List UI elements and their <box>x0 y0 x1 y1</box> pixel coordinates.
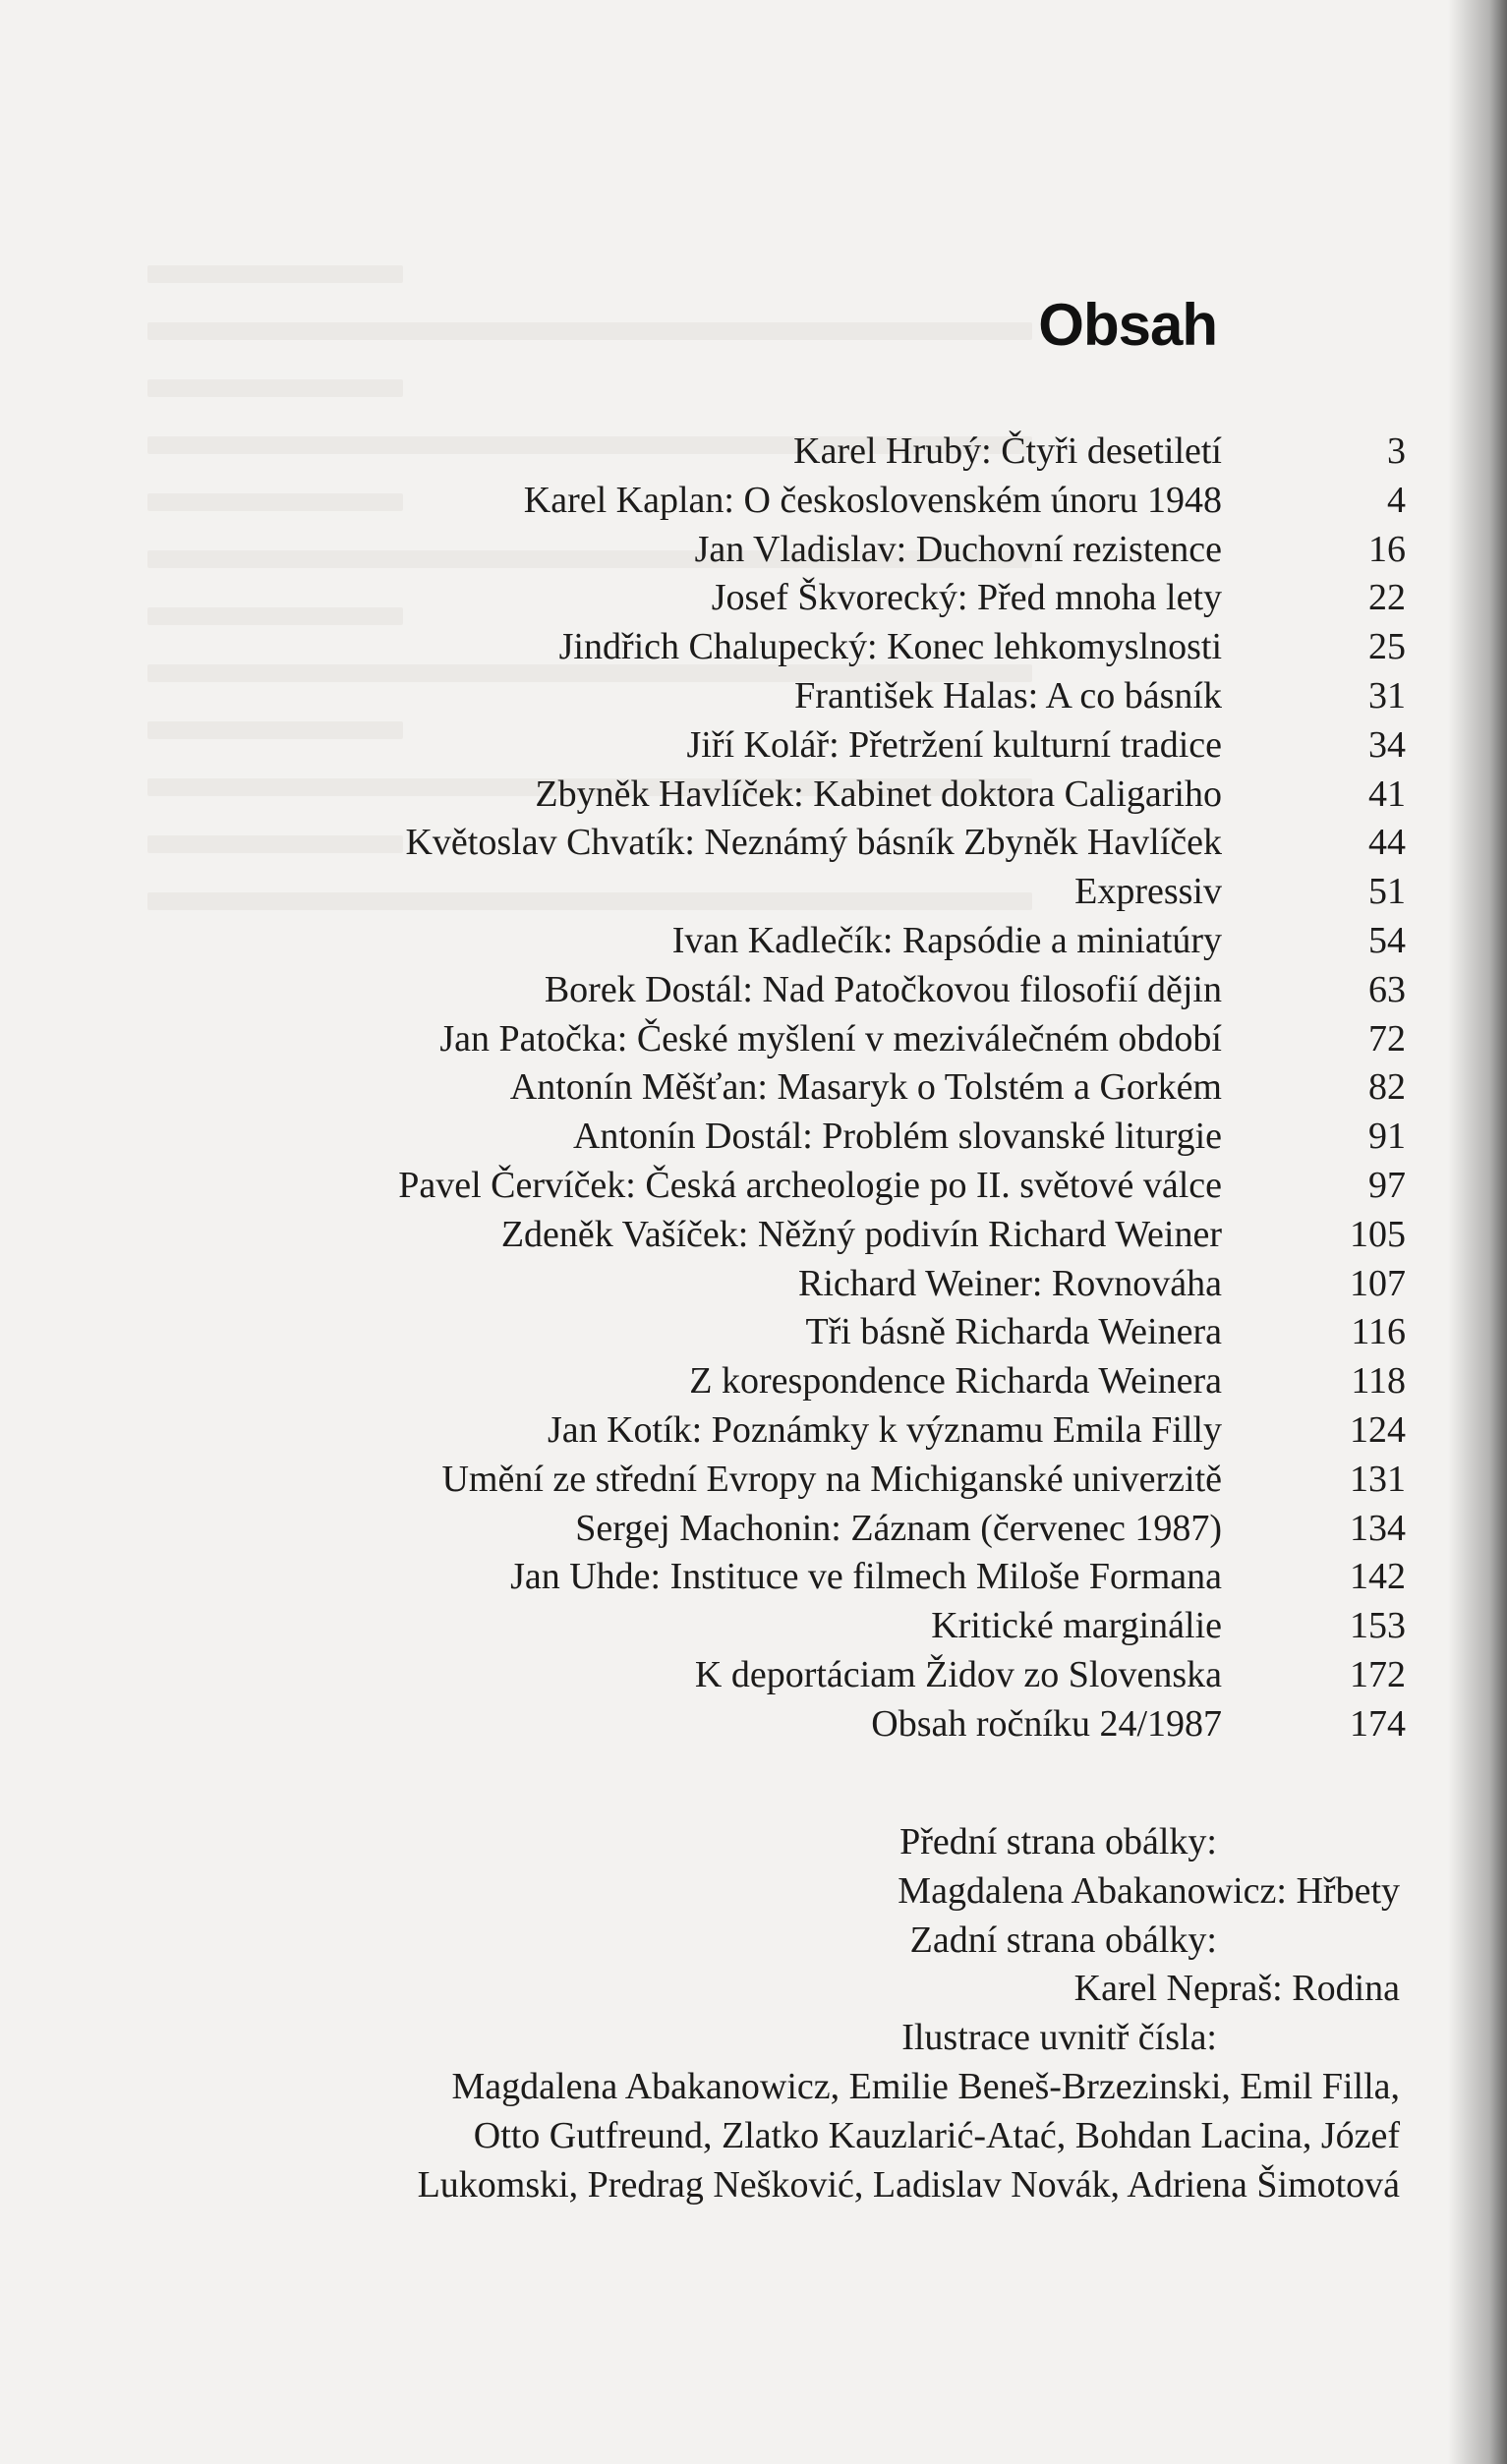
toc-entry[interactable] <box>0 526 1406 575</box>
toc-entry-page: 72 <box>1368 1017 1406 1060</box>
toc-entry-title: Richard Weiner: Rovnováha <box>797 1262 1222 1304</box>
toc-entry-page: 172 <box>1350 1653 1406 1695</box>
toc-entry[interactable] <box>0 1602 1406 1651</box>
illustrations-line: Otto Gutfreund, Zlatko Kauzlarić-Atać, Bohdan Lacina, Józef <box>473 2114 1400 2156</box>
toc-entry-title: Obsah ročníku 24/1987 <box>871 1702 1222 1745</box>
toc-entry-page: 54 <box>1368 919 1406 961</box>
toc-entry-page: 22 <box>1368 577 1406 619</box>
toc-entry-title: Jiří Kolář: Přetržení kulturní tradice <box>686 723 1222 766</box>
toc-entry-page: 51 <box>1368 871 1406 913</box>
toc-entry[interactable] <box>0 623 1406 672</box>
toc-entry-title: Antonín Dostál: Problém slovanské liturgie <box>572 1116 1222 1158</box>
toc-entry-title: Antonín Měšťan: Masaryk o Tolstém a Gorkém <box>509 1066 1222 1109</box>
toc-entry[interactable] <box>0 1553 1406 1602</box>
toc-entry-page: 153 <box>1350 1605 1406 1647</box>
toc-entry-title: Pavel Červíček: Česká archeologie po II. světové válce <box>398 1164 1222 1206</box>
toc-entry-title: Zbyněk Havlíček: Kabinet doktora Caligariho <box>535 773 1222 815</box>
toc-entry[interactable] <box>0 1211 1406 1260</box>
toc-entry[interactable] <box>0 1113 1406 1162</box>
toc-entry[interactable] <box>0 428 1406 477</box>
toc-entry[interactable] <box>0 1651 1406 1700</box>
front-cover-credit: Magdalena Abakanowicz: Hřbety <box>898 1869 1400 1912</box>
toc-entry-title: Zdeněk Vašíček: Něžný podivín Richard Weiner <box>500 1213 1222 1255</box>
toc-entry-title: Z korespondence Richarda Weinera <box>689 1360 1222 1403</box>
toc-entry-page: 142 <box>1350 1556 1406 1598</box>
toc-entry-title: Borek Dostál: Nad Patočkovou filosofií dějin <box>544 968 1222 1010</box>
toc-entry-page: 107 <box>1350 1262 1406 1304</box>
toc-entry-title: Jan Vladislav: Duchovní rezistence <box>694 528 1222 570</box>
toc-entry-page: 4 <box>1387 479 1406 521</box>
back-cover-credit: Karel Nepraš: Rodina <box>1073 1968 1400 2010</box>
table-of-contents <box>0 428 1406 1749</box>
toc-entry-title: Karel Hrubý: Čtyři desetiletí <box>793 430 1222 472</box>
toc-entry-title: František Halas: A co básník <box>794 674 1222 716</box>
illustrations-heading: Ilustrace uvnitř čísla: <box>901 2017 1217 2059</box>
toc-entry-title: K deportáciam Židov zo Slovenska <box>694 1653 1222 1695</box>
front-cover-heading: Přední strana obálky: <box>899 1821 1217 1862</box>
toc-entry-title: Jan Patočka: České myšlení v meziválečném období <box>439 1017 1222 1060</box>
toc-entry-page: 63 <box>1368 968 1406 1010</box>
page-edge-shadow <box>1448 0 1507 2464</box>
toc-entry-page: 134 <box>1350 1507 1406 1549</box>
toc-entry-page: 124 <box>1350 1408 1406 1451</box>
toc-entry-page: 91 <box>1368 1116 1406 1158</box>
toc-entry[interactable] <box>0 1456 1406 1505</box>
toc-entry[interactable] <box>0 1357 1406 1406</box>
toc-entry-page: 31 <box>1368 674 1406 716</box>
toc-entry-page: 41 <box>1368 773 1406 815</box>
toc-entry-page: 82 <box>1368 1066 1406 1109</box>
toc-entry-page: 25 <box>1368 626 1406 668</box>
toc-entry[interactable] <box>0 771 1406 820</box>
toc-entry-title: Jan Kotík: Poznámky k významu Emila Filly <box>547 1408 1222 1451</box>
toc-entry-title: Josef Škvorecký: Před mnoha lety <box>711 577 1222 619</box>
toc-entry-page: 174 <box>1350 1702 1406 1745</box>
toc-entry-page: 131 <box>1350 1458 1406 1500</box>
toc-entry[interactable] <box>0 574 1406 623</box>
toc-entry-page: 118 <box>1351 1360 1406 1403</box>
toc-entry-page: 16 <box>1368 528 1406 570</box>
toc-entry-title: Květoslav Chvatík: Neznámý básník Zbyněk Havlíček <box>405 822 1222 864</box>
toc-entry-page: 105 <box>1350 1213 1406 1255</box>
toc-entry-title: Expressiv <box>1074 871 1222 913</box>
toc-entry-page: 3 <box>1387 430 1406 472</box>
toc-entry[interactable] <box>0 1308 1406 1357</box>
toc-entry-title: Karel Kaplan: O československém únoru 1948 <box>523 479 1222 521</box>
toc-entry[interactable] <box>0 1015 1406 1064</box>
back-cover-heading: Zadní strana obálky: <box>909 1919 1217 1961</box>
toc-entry-title: Tři básně Richarda Weinera <box>805 1311 1222 1353</box>
toc-entry[interactable] <box>0 1260 1406 1309</box>
toc-entry[interactable] <box>0 868 1406 917</box>
toc-entry-page: 116 <box>1351 1311 1406 1353</box>
toc-entry[interactable] <box>0 819 1406 868</box>
toc-entry-title: Kritické marginálie <box>931 1605 1222 1647</box>
illustrations-line: Lukomski, Predrag Nešković, Ladislav Novák, Adriena Šimotová <box>417 2163 1400 2206</box>
toc-entry[interactable] <box>0 1700 1406 1749</box>
toc-entry-title: Umění ze střední Evropy na Michiganské univerzitě <box>441 1458 1222 1500</box>
toc-entry[interactable] <box>0 917 1406 966</box>
toc-entry[interactable] <box>0 477 1406 526</box>
toc-entry-title: Ivan Kadlečík: Rapsódie a miniatúry <box>671 919 1222 961</box>
toc-entry-title: Sergej Machonin: Záznam (červenec 1987) <box>575 1507 1222 1549</box>
toc-entry[interactable] <box>0 1406 1406 1456</box>
toc-entry-title: Jindřich Chalupecký: Konec lehkomyslnosti <box>558 626 1222 668</box>
toc-entry-page: 44 <box>1368 822 1406 864</box>
toc-entry[interactable] <box>0 1162 1406 1211</box>
toc-entry[interactable] <box>0 1505 1406 1554</box>
toc-entry[interactable] <box>0 721 1406 771</box>
page-title: Obsah <box>1038 292 1217 358</box>
toc-entry[interactable] <box>0 966 1406 1015</box>
toc-entry-page: 97 <box>1368 1164 1406 1206</box>
toc-entry-page: 34 <box>1368 723 1406 766</box>
toc-entry[interactable] <box>0 672 1406 721</box>
toc-entry-title: Jan Uhde: Instituce ve filmech Miloše Formana <box>510 1556 1222 1598</box>
cover-credits <box>0 1818 1400 2209</box>
illustrations-line: Magdalena Abakanowicz, Emilie Beneš-Brzezinski, Emil Filla, <box>451 2065 1400 2107</box>
toc-entry[interactable] <box>0 1063 1406 1113</box>
